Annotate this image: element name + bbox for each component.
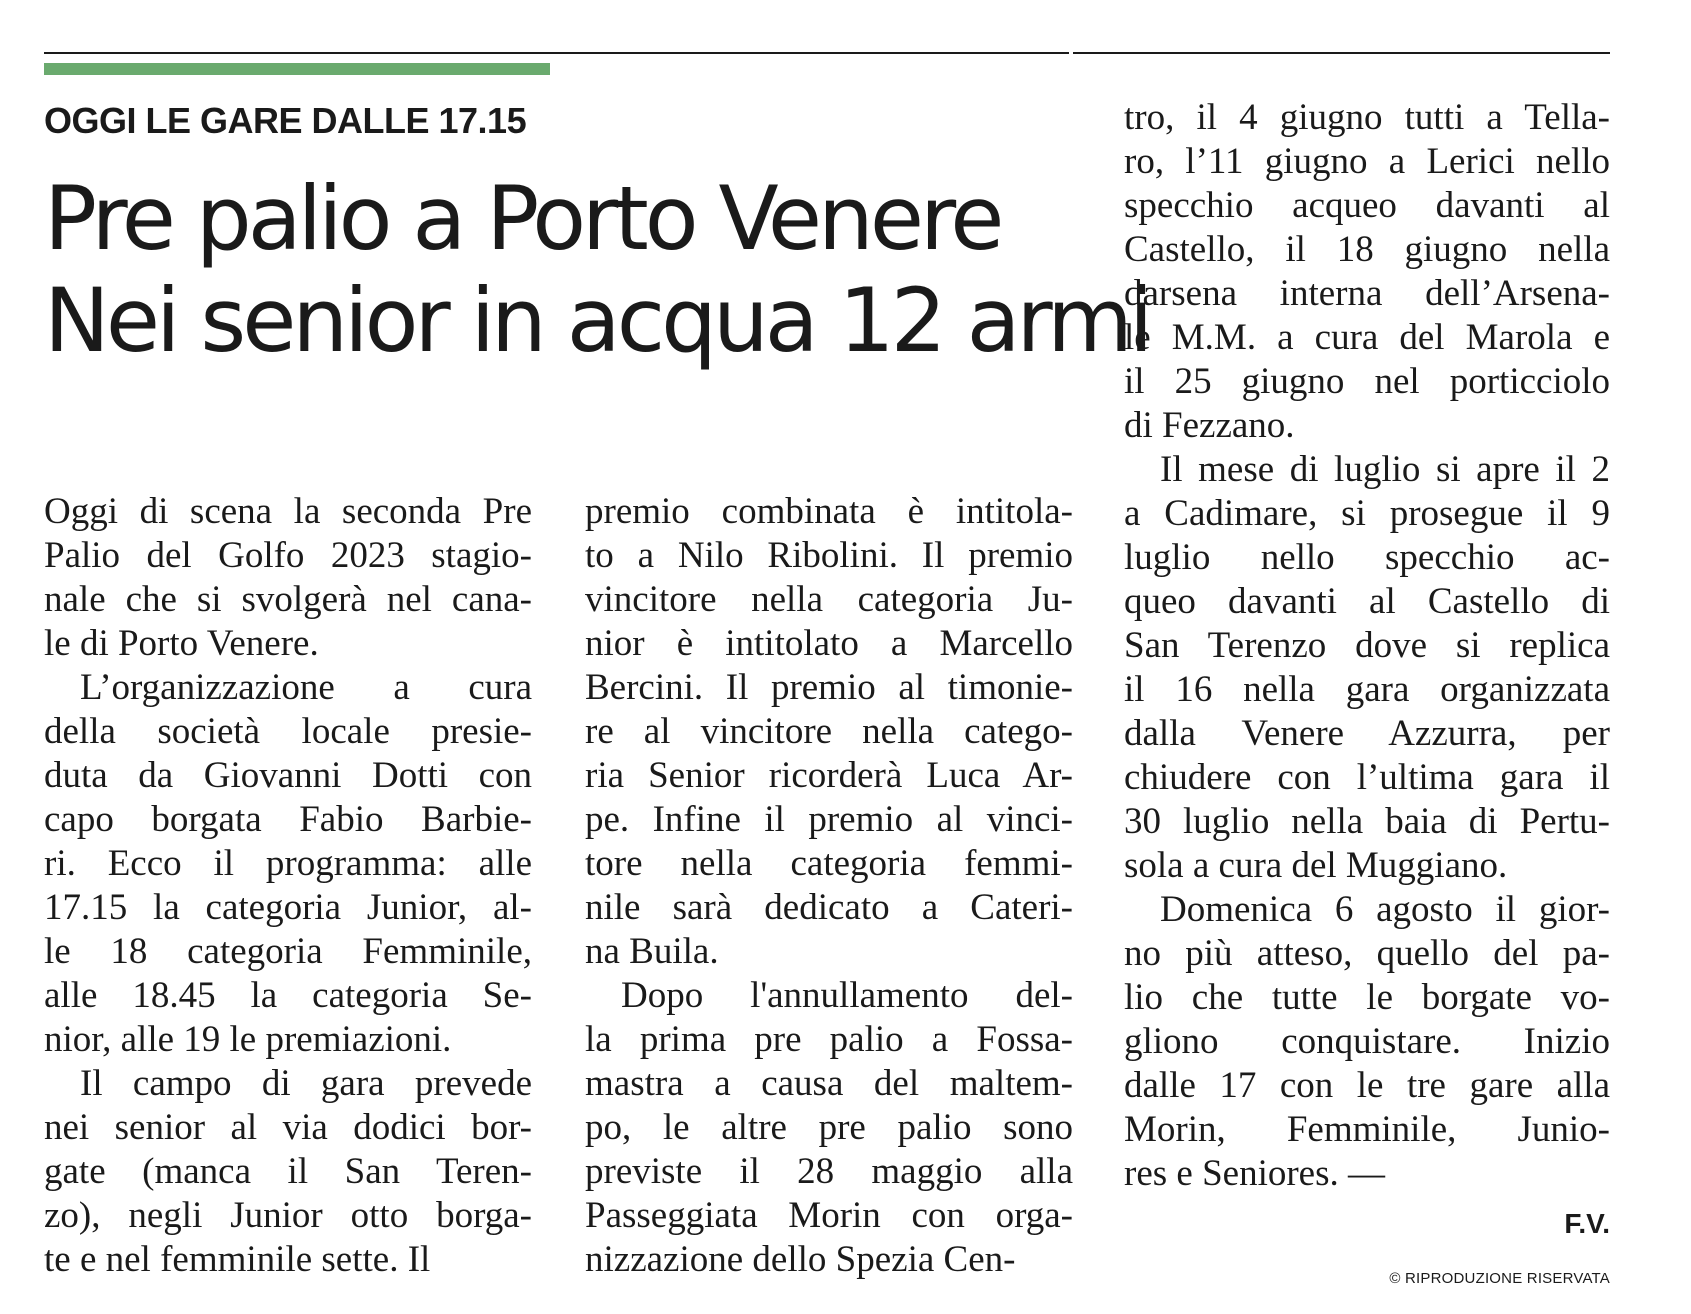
article-headline: [44, 168, 1149, 372]
article-text-line: il 16 nella gara organizzata: [1124, 669, 1610, 710]
article-text-line: le di Porto Venere.: [44, 623, 319, 664]
article-column-3: [1124, 96, 1610, 1196]
article-text-line: nei senior al via dodici bor-: [44, 1107, 532, 1148]
top-rule-left: [44, 52, 1069, 54]
article-text-line: chiudere con l’ultima gara il: [1124, 757, 1610, 798]
article-text-line: San Terenzo dove si replica: [1124, 625, 1610, 666]
article-text-line: di Fezzano.: [1124, 405, 1295, 446]
article-text-line: dalla Venere Azzurra, per: [1124, 713, 1610, 754]
article-text-line: Passeggiata Morin con orga-: [585, 1195, 1073, 1236]
article-paragraph: [44, 666, 532, 1062]
article-text-line: capo borgata Fabio Barbie-: [44, 799, 532, 840]
article-kicker: OGGI LE GARE DALLE 17.15: [44, 100, 527, 141]
article-text-line: nior, alle 19 le premiazioni.: [44, 1019, 452, 1060]
article-text-line: nale che si svolgerà nel cana-: [44, 579, 532, 620]
headline-line-2: Nei senior in acqua 12 armi: [44, 269, 1150, 372]
article-paragraph: [1124, 448, 1610, 888]
article-text-line: la prima pre palio a Fossa-: [585, 1019, 1073, 1060]
article-text-line: pe. Infine il premio al vinci-: [585, 799, 1073, 840]
article-text-line: nile sarà dedicato a Cateri-: [585, 887, 1073, 928]
article-column-2: [585, 490, 1073, 1282]
article-text-line: Morin, Femminile, Junio-: [1124, 1109, 1610, 1150]
article-text-line: alle 18.45 la categoria Se-: [44, 975, 532, 1016]
article-text-line: della società locale presie-: [44, 711, 532, 752]
article-text-line: to a Nilo Ribolini. Il premio: [585, 535, 1073, 576]
article-text-line: a Cadimare, si prosegue il 9: [1124, 493, 1610, 534]
article-text-line: tore nella categoria femmi-: [585, 843, 1073, 884]
article-text-line: il 25 giugno nel porticciolo: [1124, 361, 1610, 402]
article-text-line: lio che tutte le borgate vo-: [1124, 977, 1610, 1018]
article-text-line: tro, il 4 giugno tutti a Tella-: [1124, 97, 1610, 138]
article-text-line: Bercini. Il premio al timonie-: [585, 667, 1073, 708]
article-paragraph: [1124, 888, 1610, 1196]
article-text-line: ro, l’11 giugno a Lerici nello: [1124, 141, 1610, 182]
article-text-line: previste il 28 maggio alla: [585, 1151, 1073, 1192]
article-text-line: 30 luglio nella baia di Pertu-: [1124, 801, 1610, 842]
article-text-line: Palio del Golfo 2023 stagio-: [44, 535, 532, 576]
article-text-line: nizzazione dello Spezia Cen-: [585, 1239, 1016, 1280]
author-signature: F.V.: [1564, 1208, 1610, 1239]
article-paragraph: [44, 490, 532, 666]
article-text-line: na Buila.: [585, 931, 719, 972]
article-text-line: no più atteso, quello del pa-: [1124, 933, 1610, 974]
article-text-line: Domenica 6 agosto il gior-: [1160, 889, 1610, 930]
article-text-line: nior è intitolato a Marcello: [585, 623, 1073, 664]
article-text-line: Dopo l'annullamento del-: [621, 975, 1073, 1016]
article-text-line: te e nel femminile sette. Il: [44, 1239, 431, 1280]
article-text-line: ri. Ecco il programma: alle: [44, 843, 532, 884]
article-paragraph: [585, 974, 1073, 1282]
article-text-line: premio combinata è intitola-: [585, 491, 1073, 532]
article-text-line: luglio nello specchio ac-: [1124, 537, 1610, 578]
article-text-line: darsena interna dell’Arsena-: [1124, 273, 1610, 314]
article-column-1: [44, 490, 532, 1282]
article-paragraph: [44, 1062, 532, 1282]
article-text-line: sola a cura del Muggiano.: [1124, 845, 1508, 886]
article-text-line: re al vincitore nella catego-: [585, 711, 1073, 752]
article-text-line: Il mese di luglio si apre il 2: [1160, 449, 1610, 490]
article-text-line: le M.M. a cura del Marola e: [1124, 317, 1610, 358]
article-paragraph: [1124, 96, 1610, 448]
copyright-notice: © RIPRODUZIONE RISERVATA: [1389, 1270, 1610, 1287]
article-text-line: gliono conquistare. Inizio: [1124, 1021, 1610, 1062]
article-text-line: gate (manca il San Teren-: [44, 1151, 532, 1192]
article-text-line: le 18 categoria Femminile,: [44, 931, 532, 972]
article-text-line: Il campo di gara prevede: [80, 1063, 532, 1104]
article-text-line: res e Seniores. —: [1124, 1153, 1385, 1194]
article-text-line: L’organizzazione a cura: [80, 667, 532, 708]
headline-line-1: Pre palio a Porto Venere: [44, 167, 1001, 270]
article-text-line: queo davanti al Castello di: [1124, 581, 1610, 622]
article-paragraph: [585, 490, 1073, 974]
article-text-line: 17.15 la categoria Junior, al-: [44, 887, 532, 928]
article-text-line: dalle 17 con le tre gare alla: [1124, 1065, 1610, 1106]
article-text-line: mastra a causa del maltem-: [585, 1063, 1073, 1104]
article-text-line: Castello, il 18 giugno nella: [1124, 229, 1610, 270]
article-text-line: po, le altre pre palio sono: [585, 1107, 1073, 1148]
article-text-line: zo), negli Junior otto borga-: [44, 1195, 532, 1236]
article-text-line: duta da Giovanni Dotti con: [44, 755, 532, 796]
article-text-line: vincitore nella categoria Ju-: [585, 579, 1073, 620]
top-rule-right: [1073, 52, 1610, 54]
section-accent-bar: [44, 63, 550, 75]
article-text-line: specchio acqueo davanti al: [1124, 185, 1610, 226]
article-text-line: ria Senior ricorderà Luca Ar-: [585, 755, 1073, 796]
article-text-line: Oggi di scena la seconda Pre: [44, 491, 532, 532]
